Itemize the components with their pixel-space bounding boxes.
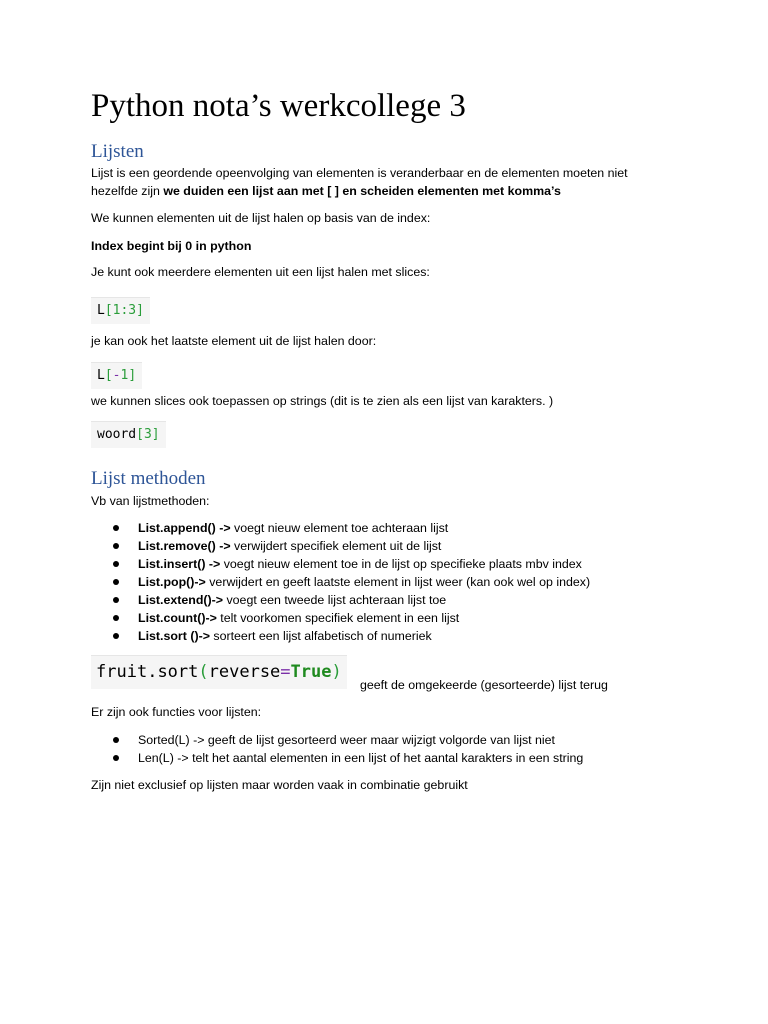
code-index-value: 1 [120, 368, 129, 383]
bullet-icon [113, 737, 119, 743]
bullet-icon [113, 561, 119, 567]
code-snippet-string-index [91, 421, 166, 448]
code-snippet-sort-reverse [91, 655, 347, 689]
code-equals: = [280, 662, 291, 682]
code-method: sort [157, 662, 199, 682]
closing-text: Zijn niet exclusief op lijsten maar worden vaak in combinatie gebruikt [91, 778, 468, 792]
method-name: List.insert() -> [138, 557, 221, 571]
index-zero-note: Index begint bij 0 in python [91, 239, 252, 253]
index-text: We kunnen elementen uit de lijst halen op basis van de index: [91, 211, 431, 225]
method-desc: voegt een tweede lijst achteraan lijst toe [223, 593, 447, 607]
section-heading-lijst-methoden: Lijst methoden [91, 468, 206, 489]
code-bracket-open: [ [104, 303, 113, 318]
method-name: List.sort ()-> [138, 629, 210, 643]
code-bracket-open: [ [136, 427, 144, 442]
code-bracket-close: ] [136, 303, 144, 318]
method-desc: voegt nieuw element toe in de lijst op specifieke plaats mbv index [220, 557, 582, 571]
method-desc: verwijdert specifiek element uit de lijst [230, 539, 442, 553]
code-slice-value: 1:3 [112, 303, 137, 318]
method-desc: telt voorkomen specifiek element in een lijst [216, 611, 460, 625]
bullet-icon [113, 755, 119, 761]
method-desc: voegt nieuw element toe achteraan lijst [230, 521, 449, 535]
method-desc: sorteert een lijst alfabetisch of numeriek [209, 629, 432, 643]
code-paren-open: ( [198, 662, 209, 682]
intro-line-2-bold: we duiden een lijst aan met [ ] en scheiden elementen met komma’s [163, 184, 561, 198]
code-index-value: 3 [143, 427, 152, 442]
bullet-icon [113, 597, 119, 603]
strings-text: we kunnen slices ook toepassen op strings (dit is te zien als een lijst van karakters. ) [91, 394, 554, 408]
intro-line-2 [91, 182, 561, 200]
code-snippet-negative-index [91, 362, 142, 389]
code-object: fruit [96, 662, 148, 682]
bullet-icon [113, 543, 119, 549]
code-var: woord [97, 427, 137, 442]
slices-text: Je kunt ook meerdere elementen uit een lijst halen met slices: [91, 265, 430, 279]
code-dot: . [147, 662, 158, 682]
method-desc: verwijdert en geeft laatste element in lijst weer (kan ook wel op index) [205, 575, 591, 589]
code-bracket-close: ] [151, 427, 160, 442]
function-desc: Sorted(L) -> geeft de lijst gesorteerd weer maar wijzigt volgorde van lijst niet [138, 733, 555, 747]
method-name: List.append() -> [138, 521, 231, 535]
page-title: Python nota’s werkcollege 3 [91, 88, 466, 124]
code-keyword-true: True [290, 662, 332, 682]
code-minus: - [112, 368, 121, 383]
code-var: L [97, 303, 105, 318]
code-var: L [97, 368, 105, 383]
sort-caption: geeft de omgekeerde (gesorteerde) lijst terug [360, 678, 608, 692]
method-name: List.count()-> [138, 611, 217, 625]
last-element-text: je kan ook het laatste element uit de lijst halen door: [91, 334, 377, 348]
code-arg: reverse [208, 662, 281, 682]
bullet-icon [113, 525, 119, 531]
method-name: List.pop()-> [138, 575, 206, 589]
bullet-icon [113, 615, 119, 621]
code-snippet-slice [91, 297, 150, 324]
code-bracket-open: [ [104, 368, 113, 383]
vb-text: Vb van lijstmethoden: [91, 494, 210, 508]
intro-line-2-normal: hezelfde zijn [91, 184, 164, 198]
method-name: List.extend()-> [138, 593, 224, 607]
method-name: List.remove() -> [138, 539, 231, 553]
section-heading-lijsten: Lijsten [91, 141, 144, 162]
function-desc: Len(L) -> telt het aantal elementen in een lijst of het aantal karakters in een string [138, 751, 584, 765]
functions-text: Er zijn ook functies voor lijsten: [91, 705, 262, 719]
code-paren-close: ) [331, 662, 342, 682]
code-bracket-close: ] [128, 368, 137, 383]
bullet-icon [113, 579, 119, 585]
bullet-icon [113, 633, 119, 639]
intro-line-1: Lijst is een geordende opeenvolging van elementen is veranderbaar en de elementen moeten niet [91, 166, 628, 180]
